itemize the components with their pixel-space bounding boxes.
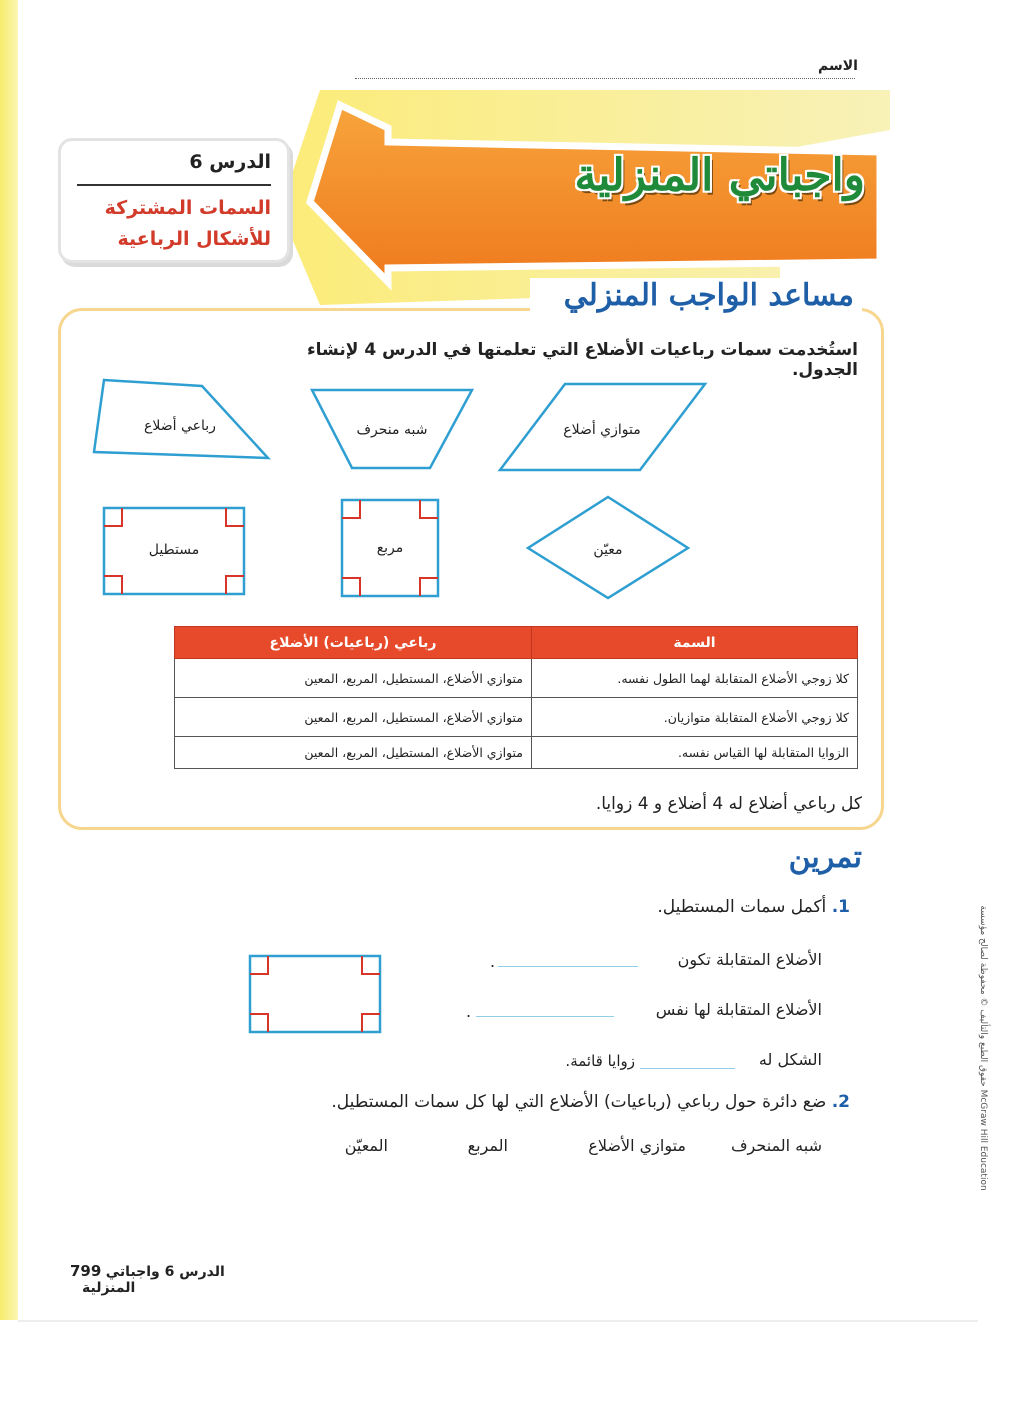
- question-1-text: أكمل سمات المستطيل.: [657, 897, 827, 917]
- rectangle-diagram: [248, 954, 382, 1034]
- table-header-attribute: السمة: [532, 627, 858, 659]
- table-header-row: [175, 627, 858, 659]
- footer-text: الدرس 6 واجباتي المنزلية: [82, 1264, 225, 1296]
- lesson-number: الدرس 6: [189, 151, 271, 173]
- option-square[interactable]: المربع: [467, 1136, 508, 1155]
- q1-line-b-period: .: [466, 1002, 472, 1021]
- shape-label-rectangle: مستطيل: [148, 542, 200, 558]
- shape-label-trapezoid: شبه منحرف: [356, 422, 428, 438]
- lesson-title-line2: للأشكال الرباعية: [117, 228, 271, 250]
- lesson-title-line1: السمات المشتركة: [104, 197, 271, 219]
- homework-title: واجباتي المنزلية: [574, 150, 865, 201]
- table-row: [175, 659, 858, 698]
- question-1: [560, 897, 850, 917]
- q1-blank-a[interactable]: [498, 966, 638, 967]
- question-2: [250, 1092, 850, 1112]
- q1-line-c-end: زوايا قائمة.: [565, 1052, 635, 1070]
- helper-instruction: استُخدمت سمات رباعيات الأضلاع التي تعلمتها في الدرس 4 لإنشاء الجدول.: [306, 340, 858, 380]
- shapes-area: [90, 372, 730, 612]
- question-2-number: 2.: [831, 1092, 850, 1112]
- shape-label-quadrilateral: رباعي أضلاع: [144, 418, 216, 434]
- name-label: الاسم: [818, 58, 858, 74]
- shape-label-parallelogram: متوازي أضلاع: [563, 422, 641, 438]
- q1-line-a-period: .: [490, 952, 496, 971]
- table-cell: متوازي الأضلاع، المستطيل، المربع، المعين: [175, 698, 532, 737]
- table-row: [175, 737, 858, 769]
- summary-text: كل رباعي أضلاع له 4 أضلاع و 4 زوايا.: [595, 794, 862, 814]
- table-cell: متوازي الأضلاع، المستطيل، المربع، المعين: [175, 659, 532, 698]
- q1-line-a-text: الأضلاع المتقابلة تكون: [677, 950, 822, 969]
- lesson-divider: [77, 184, 271, 186]
- page-footer: [70, 1262, 282, 1296]
- lesson-title: [71, 193, 271, 255]
- table-cell: متوازي الأضلاع، المستطيل، المربع، المعين: [175, 737, 532, 769]
- question-1-number: 1.: [831, 897, 850, 917]
- table-cell: كلا زوجي الأضلاع المتقابلة متوازيان.: [532, 698, 858, 737]
- q1-line-b-text: الأضلاع المتقابلة لها نفس: [655, 1000, 822, 1019]
- option-rhombus[interactable]: المعيّن: [344, 1136, 388, 1155]
- table-cell: كلا زوجي الأضلاع المتقابلة لهما الطول نفسه.: [532, 659, 858, 698]
- publisher-copyright: حقوق الطبع والتأليف © محفوظة لصالح مؤسسة McGraw Hill Education: [978, 905, 988, 1191]
- option-trapezoid[interactable]: شبه المنحرف: [730, 1136, 822, 1155]
- lesson-info-box: [58, 138, 290, 263]
- practice-title: تمرين: [788, 840, 862, 875]
- shape-label-rhombus: معيّن: [593, 542, 623, 558]
- page-number: 799: [70, 1262, 102, 1280]
- table-header-quadrilaterals: رباعي (رباعيات) الأضلاع: [175, 627, 532, 659]
- table-cell: الزوايا المتقابلة لها القياس نفسه.: [532, 737, 858, 769]
- table-row: [175, 698, 858, 737]
- q1-blank-b[interactable]: [476, 1016, 614, 1017]
- bottom-rule: [18, 1320, 978, 1322]
- q1-blank-c[interactable]: [640, 1068, 735, 1069]
- yellow-margin-stripe: [0, 0, 18, 1320]
- q1-line-c-start: الشكل له: [758, 1050, 822, 1069]
- option-parallelogram[interactable]: متوازي الأضلاع: [588, 1136, 686, 1155]
- question-2-text: ضع دائرة حول رباعي (رباعيات) الأضلاع التي لها كل سمات المستطيل.: [331, 1092, 827, 1112]
- homework-helper-title: مساعد الواجب المنزلي: [530, 278, 862, 322]
- shapes-drawing: [90, 372, 730, 612]
- name-line: [355, 78, 855, 79]
- shape-label-square: مربع: [376, 540, 404, 556]
- attributes-table: [174, 626, 858, 769]
